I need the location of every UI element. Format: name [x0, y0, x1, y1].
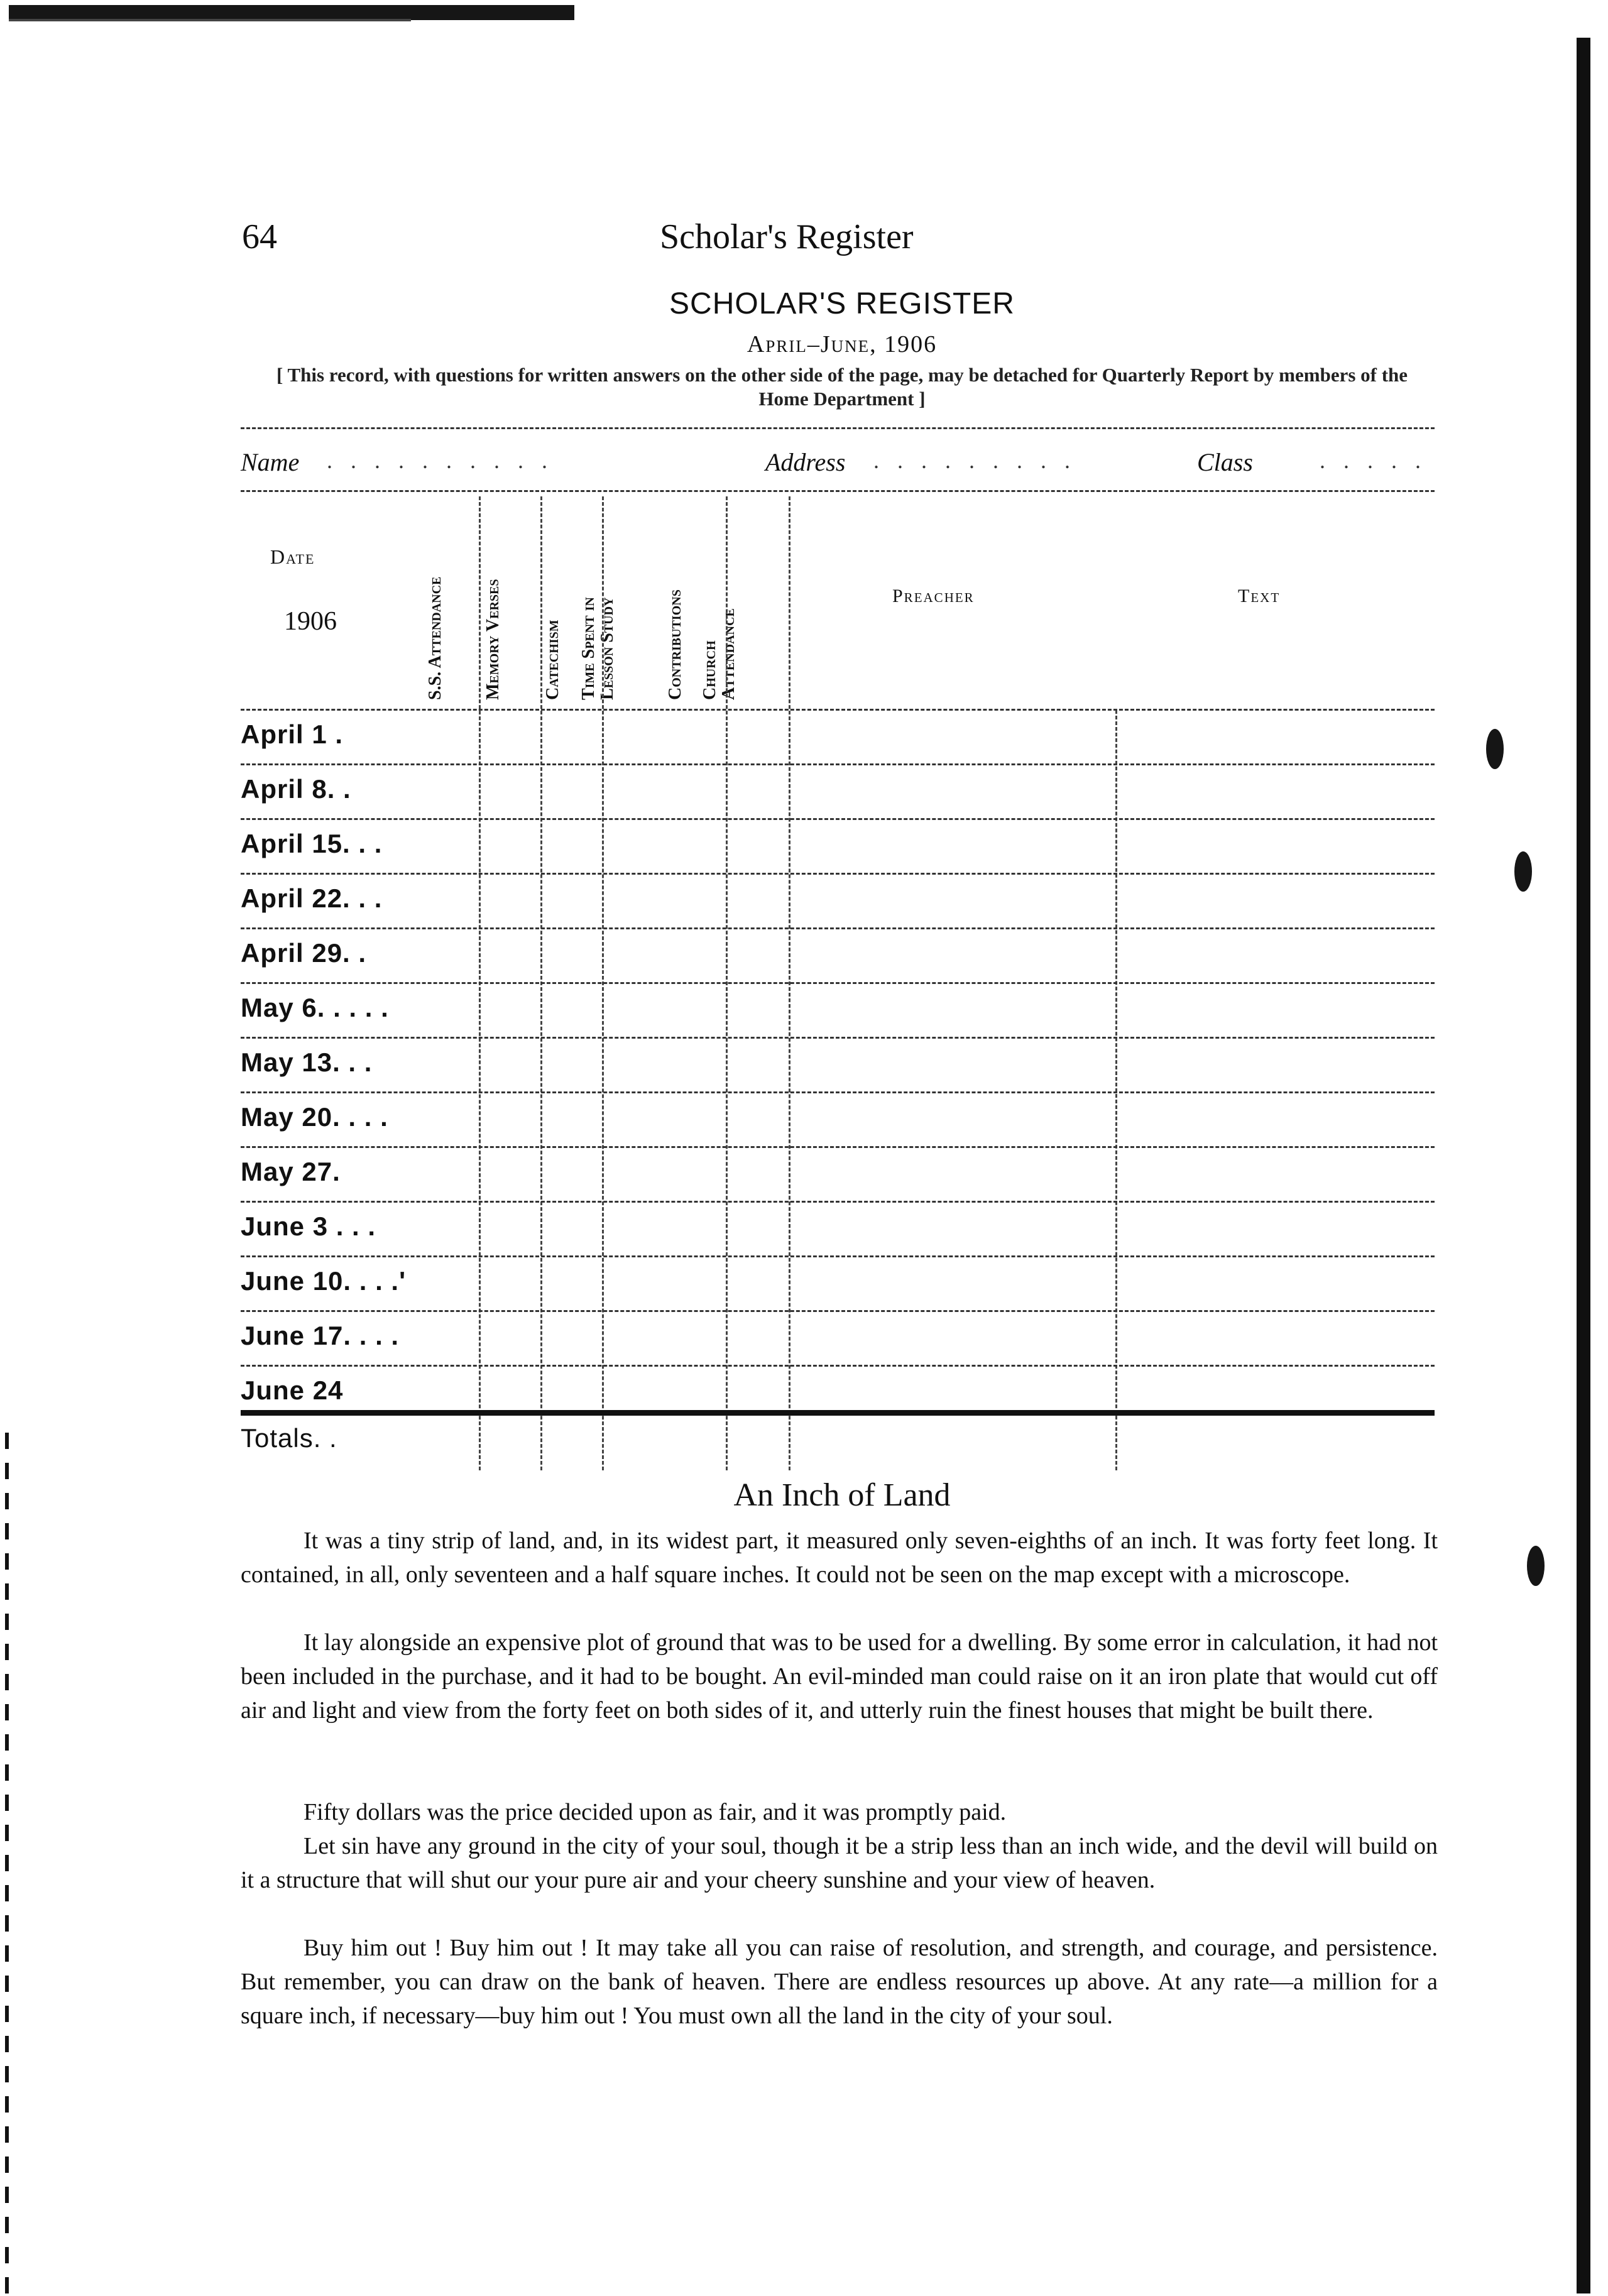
column-text: Text [1238, 586, 1281, 606]
scan-border-left [5, 1433, 9, 2293]
divider [241, 427, 1435, 429]
address-field[interactable]: . . . . . . . . . [873, 448, 1076, 473]
table-row: May 6. . . . . [241, 993, 389, 1022]
table-row: April 29. . [241, 938, 367, 968]
table-row: April 8. . [241, 774, 351, 804]
column-memory-verses: Memory Verses [483, 579, 503, 700]
scan-border-top-thin [9, 19, 411, 21]
table-row: May 20. . . . [241, 1102, 388, 1132]
address-label: Address [765, 448, 846, 476]
column-ss-attendance: S.S. Attendance [425, 576, 445, 700]
row-rule [241, 873, 1435, 875]
binding-hole-mark [1527, 1546, 1545, 1586]
running-title: Scholar's Register [660, 217, 914, 256]
totals-row: Totals. . [241, 1423, 337, 1453]
row-rule [241, 982, 1435, 984]
table-header-rule [241, 709, 1435, 711]
column-church-attendance: Church Attendance [700, 608, 738, 700]
column-time-spent: Time Spent in Lesson Study [579, 597, 617, 700]
row-rule [241, 1310, 1435, 1312]
table-row: April 22. . . [241, 883, 383, 913]
totals-rule [241, 1410, 1435, 1416]
table-row: June 10. . . .' [241, 1266, 407, 1296]
article-paragraph: Fifty dollars was the price decided upon as fair, and it was promptly paid. [304, 1799, 1007, 1825]
table-row: April 15. . . [241, 829, 383, 858]
column-year: 1906 [284, 607, 337, 636]
row-rule [241, 1365, 1435, 1367]
table-row: June 17. . . . [241, 1321, 400, 1350]
register-title: SCHOLAR'S REGISTER [669, 287, 1015, 320]
class-field[interactable]: . . . . . [1320, 448, 1427, 473]
binding-hole-mark [1514, 851, 1532, 892]
name-label: Name [241, 448, 300, 476]
scan-border-top [9, 5, 574, 20]
column-date: Date [270, 545, 315, 568]
scan-border-right [1577, 38, 1590, 2293]
row-rule [241, 1255, 1435, 1257]
row-rule [241, 1201, 1435, 1203]
register-note: [ This record, with questions for written answers on the other side of the page, may be detached for Quarterly Report by members of the Home Department ] [276, 364, 1408, 410]
name-field[interactable]: . . . . . . . . . . [327, 448, 554, 473]
column-divider [1115, 710, 1117, 1470]
article-paragraph: Buy him out ! Buy him out ! It may take all you can raise of resolution, and strength, and courage, and persistence. But remember, you can draw on the bank of heaven. There are endless resources up above. At any rate—a million for a square inch, if necessary—buy him out ! You must own all the land in the city of your soul. [241, 1935, 1438, 2029]
row-rule [241, 763, 1435, 765]
table-row: June 3 . . . [241, 1211, 376, 1241]
table-row: May 13. . . [241, 1047, 373, 1077]
row-rule [241, 1037, 1435, 1039]
column-preacher: Preacher [892, 586, 975, 606]
table-row: April 1 . [241, 719, 344, 749]
table-row: May 27. [241, 1157, 341, 1186]
divider [241, 490, 1435, 492]
table-row: June 24 [241, 1375, 344, 1405]
column-catechism: Catechism [543, 620, 562, 700]
article-paragraph: It lay alongside an expensive plot of ground that was to be used for a dwelling. By some error in calculation, it had not been included in the purchase, and it had to be bought. An evil-minded man could raise on it an iron plate that would cut off air and light and view from the forty feet on both sides of it, and utterly ruin the finest houses that might be built there. [241, 1629, 1438, 1724]
register-subtitle: April–June, 1906 [747, 331, 938, 358]
class-label: Class [1197, 448, 1253, 476]
column-contributions: Contributions [665, 589, 685, 700]
row-rule [241, 1091, 1435, 1093]
article-title: An Inch of Land [733, 1477, 951, 1513]
article-paragraph: Let sin have any ground in the city of your soul, though it be a strip less than an inch wide, and the devil will build on it a structure that will shut our your pure air and your cheery sunshine and your view of heaven. [241, 1833, 1438, 1893]
binding-hole-mark [1486, 729, 1504, 769]
row-rule [241, 1146, 1435, 1148]
row-rule [241, 927, 1435, 929]
row-rule [241, 818, 1435, 820]
page-number: 64 [242, 217, 277, 256]
article-paragraph: It was a tiny strip of land, and, in its widest part, it measured only seven-eighths of an inch. It was forty feet long. It contained, in all, only seventeen and a half square inches. It could not be seen on the map except with a microscope. [241, 1528, 1438, 1588]
